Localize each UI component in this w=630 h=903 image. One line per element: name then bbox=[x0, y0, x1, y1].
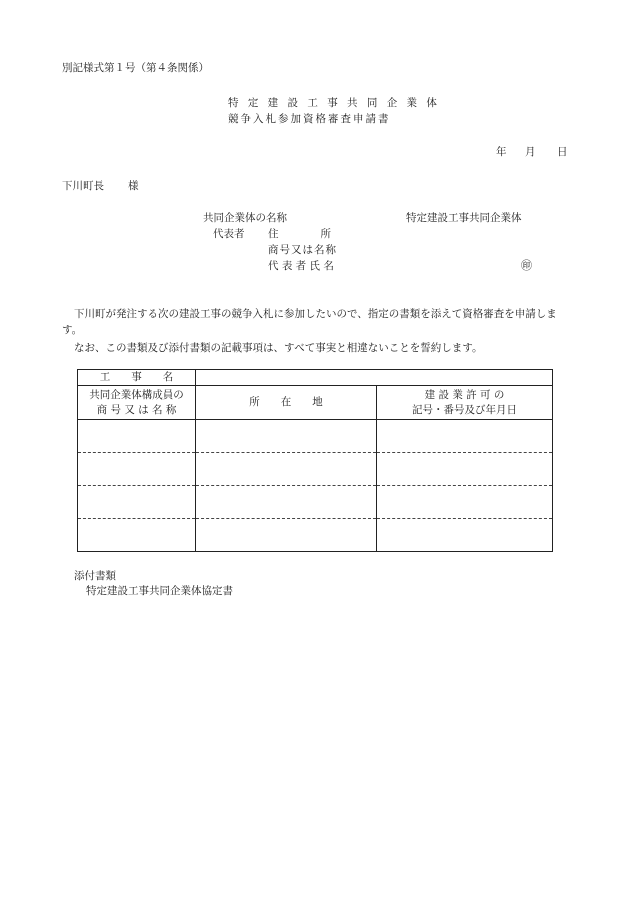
body-paragraph-2: なお、この書類及び添付書類の記載事項は、すべて事実と相違ないことを誓約します。 bbox=[74, 342, 483, 354]
rep-name-label: 代 表 者 氏 名 bbox=[268, 260, 334, 272]
column-header-member-line2: 商 号 又 は 名 称 bbox=[96, 403, 177, 416]
permit-cell[interactable] bbox=[377, 519, 553, 552]
form-number: 別記様式第１号（第４条関係） bbox=[62, 62, 209, 74]
column-header-permit-line2: 記号・番号及び年月日 bbox=[412, 403, 517, 416]
date-day: 日 bbox=[557, 146, 568, 158]
date-month: 月 bbox=[525, 146, 536, 158]
body-paragraph-1: 下川町が発注する次の建設工事の競争入札に参加したいので、指定の書類を添えて資格審査を申請しま bbox=[74, 308, 557, 320]
table-row bbox=[78, 453, 553, 486]
member-cell[interactable] bbox=[78, 519, 196, 552]
attachment-item: 特定建設工事共同企業体協定書 bbox=[86, 585, 233, 597]
table-row bbox=[78, 486, 553, 519]
table-row bbox=[78, 420, 553, 453]
jv-name-label: 共同企業体の名称 bbox=[203, 212, 287, 224]
location-cell[interactable] bbox=[196, 519, 377, 552]
addressee-honorific: 様 bbox=[128, 180, 139, 192]
column-header-location: 所 在 地 bbox=[196, 386, 377, 420]
title-line-2: 競争入札参加資格審査申請書 bbox=[228, 113, 391, 125]
title-line-1: 特 定 建 設 工 事 共 同 企 業 体 bbox=[228, 97, 440, 109]
addressee-name: 下川町長 bbox=[62, 180, 104, 192]
construction-name-value[interactable] bbox=[196, 370, 553, 386]
column-header-permit bbox=[377, 386, 553, 420]
column-header-member-line1: 共同企業体構成員の bbox=[89, 388, 184, 401]
seal-mark: ㊞ bbox=[521, 259, 532, 272]
location-cell[interactable] bbox=[196, 420, 377, 453]
construction-name-label: 工 事 名 bbox=[78, 370, 196, 386]
trade-name-label: 商号又は名称 bbox=[268, 244, 337, 256]
permit-cell[interactable] bbox=[377, 453, 553, 486]
permit-cell[interactable] bbox=[377, 420, 553, 453]
representative-label: 代表者 bbox=[213, 228, 245, 240]
member-cell[interactable] bbox=[78, 486, 196, 519]
column-header-member bbox=[78, 386, 196, 420]
jv-name-value: 特定建設工事共同企業体 bbox=[406, 212, 522, 224]
member-cell[interactable] bbox=[78, 420, 196, 453]
location-cell[interactable] bbox=[196, 486, 377, 519]
attachments-heading: 添付書類 bbox=[74, 570, 116, 582]
address-label: 住 所 bbox=[268, 228, 331, 240]
location-cell[interactable] bbox=[196, 453, 377, 486]
body-paragraph-1-cont: す。 bbox=[62, 324, 83, 336]
table-row bbox=[78, 519, 553, 552]
permit-cell[interactable] bbox=[377, 486, 553, 519]
application-table bbox=[77, 369, 553, 552]
column-header-permit-line1: 建 設 業 許 可 の bbox=[424, 388, 505, 401]
member-cell[interactable] bbox=[78, 453, 196, 486]
date-year: 年 bbox=[496, 146, 507, 158]
